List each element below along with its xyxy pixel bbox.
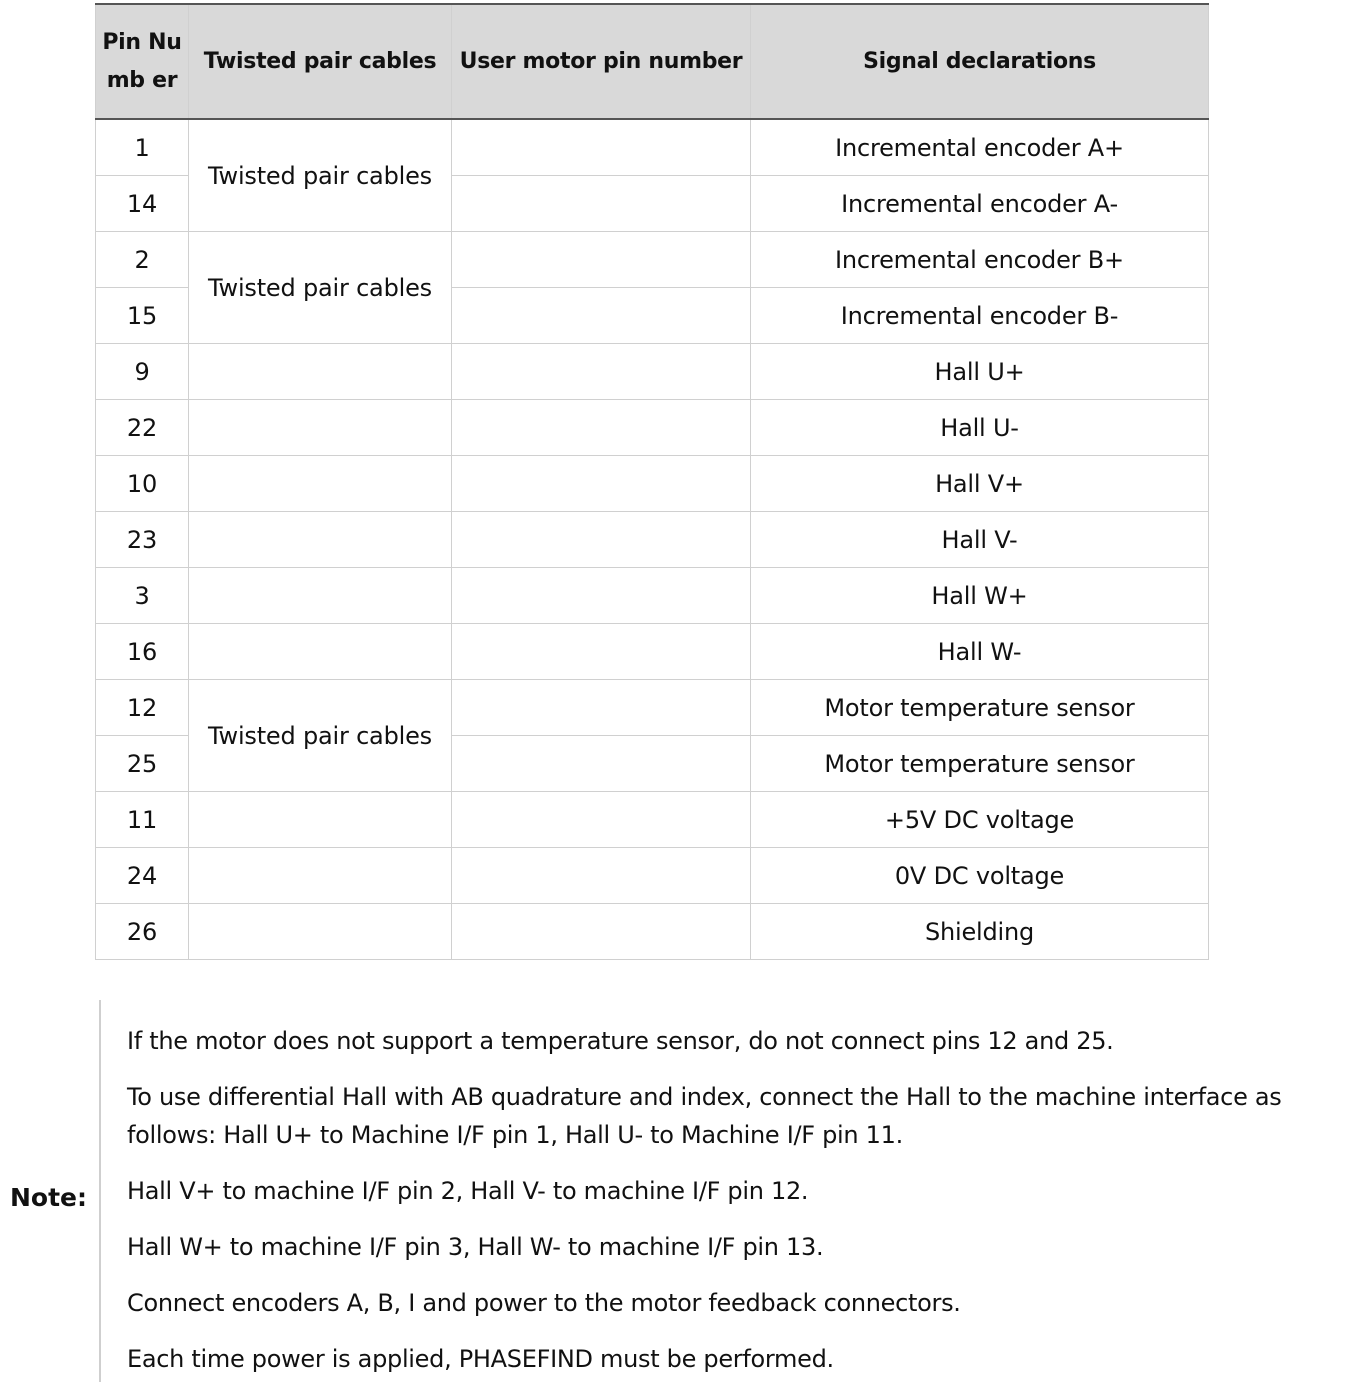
pin-number: 1 [96, 119, 189, 176]
user-motor-pin [452, 232, 751, 288]
twisted-pair-cell [189, 568, 452, 624]
signal-declaration: Hall U+ [751, 344, 1209, 400]
twisted-pair-cell [189, 344, 452, 400]
signal-declaration: Motor temperature sensor [751, 736, 1209, 792]
user-motor-pin [452, 456, 751, 512]
signal-declaration: Hall V+ [751, 456, 1209, 512]
user-motor-pin [452, 512, 751, 568]
twisted-pair-cell [189, 904, 452, 960]
table-row [96, 848, 1209, 904]
signal-declaration: Incremental encoder B+ [751, 232, 1209, 288]
signal-declaration: +5V DC voltage [751, 792, 1209, 848]
pin-number: 23 [96, 512, 189, 568]
signal-declaration: Shielding [751, 904, 1209, 960]
twisted-pair-cell: Twisted pair cables [189, 119, 452, 232]
table-row [96, 624, 1209, 680]
pin-number: 12 [96, 680, 189, 736]
note-paragraph: Hall V+ to machine I/F pin 2, Hall V- to machine I/F pin 12. [127, 1177, 809, 1205]
note-block [0, 1000, 1356, 1382]
table-header-row [96, 4, 1209, 119]
user-motor-pin [452, 792, 751, 848]
user-motor-pin [452, 400, 751, 456]
signal-declaration: Incremental encoder A- [751, 176, 1209, 232]
pin-number: 14 [96, 176, 189, 232]
twisted-pair-cell: Twisted pair cables [189, 680, 452, 792]
user-motor-pin [452, 176, 751, 232]
signal-declaration: Motor temperature sensor [751, 680, 1209, 736]
twisted-pair-cell [189, 624, 452, 680]
note-paragraph: To use differential Hall with AB quadrature and index, connect the Hall to the machine interface as follows: Hall U+ to Machine I/F pin 1, Hall U- to Machine I/F pin 11. [127, 1083, 1282, 1149]
note-divider [99, 1000, 101, 1382]
twisted-pair-cell [189, 848, 452, 904]
signal-declaration: Incremental encoder A+ [751, 119, 1209, 176]
twisted-pair-cell: Twisted pair cables [189, 232, 452, 344]
header-signal-declarations: Signal declarations [751, 4, 1209, 119]
table-row [96, 119, 1209, 176]
table-row [96, 680, 1209, 736]
table-row [96, 512, 1209, 568]
twisted-pair-cell [189, 456, 452, 512]
user-motor-pin [452, 568, 751, 624]
user-motor-pin [452, 624, 751, 680]
pin-number: 22 [96, 400, 189, 456]
twisted-pair-cell [189, 512, 452, 568]
twisted-pair-cell [189, 400, 452, 456]
table-row [96, 904, 1209, 960]
pin-number: 2 [96, 232, 189, 288]
note-body [127, 1022, 1352, 1396]
pin-number: 11 [96, 792, 189, 848]
pin-number: 26 [96, 904, 189, 960]
user-motor-pin [452, 904, 751, 960]
pin-number: 25 [96, 736, 189, 792]
signal-declaration: Hall U- [751, 400, 1209, 456]
header-twisted-pair: Twisted pair cables [189, 4, 452, 119]
note-paragraph: Hall W+ to machine I/F pin 3, Hall W- to machine I/F pin 13. [127, 1233, 824, 1261]
twisted-pair-cell [189, 792, 452, 848]
table-row [96, 456, 1209, 512]
user-motor-pin [452, 288, 751, 344]
table-row [96, 792, 1209, 848]
table-row [96, 400, 1209, 456]
user-motor-pin [452, 736, 751, 792]
table-row [96, 344, 1209, 400]
user-motor-pin [452, 344, 751, 400]
pin-number: 9 [96, 344, 189, 400]
header-user-motor-pin: User motor pin number [452, 4, 751, 119]
pin-number: 3 [96, 568, 189, 624]
user-motor-pin [452, 119, 751, 176]
signal-declaration: Hall W- [751, 624, 1209, 680]
signal-declaration: Incremental encoder B- [751, 288, 1209, 344]
user-motor-pin [452, 680, 751, 736]
table-row [96, 568, 1209, 624]
pin-number: 24 [96, 848, 189, 904]
pin-number: 15 [96, 288, 189, 344]
pin-assignment-table [95, 3, 1209, 960]
note-paragraph: If the motor does not support a temperature sensor, do not connect pins 12 and 25. [127, 1027, 1114, 1055]
signal-declaration: Hall W+ [751, 568, 1209, 624]
table-row [96, 232, 1209, 288]
pin-number: 16 [96, 624, 189, 680]
signal-declaration: 0V DC voltage [751, 848, 1209, 904]
note-paragraph: Connect encoders A, B, I and power to the motor feedback connectors. [127, 1289, 961, 1317]
header-pin-number: Pin Numb er [96, 4, 189, 119]
pin-number: 10 [96, 456, 189, 512]
note-paragraph: Each time power is applied, PHASEFIND must be performed. [127, 1345, 834, 1373]
signal-declaration: Hall V- [751, 512, 1209, 568]
note-label: Note: [10, 1183, 88, 1212]
user-motor-pin [452, 848, 751, 904]
